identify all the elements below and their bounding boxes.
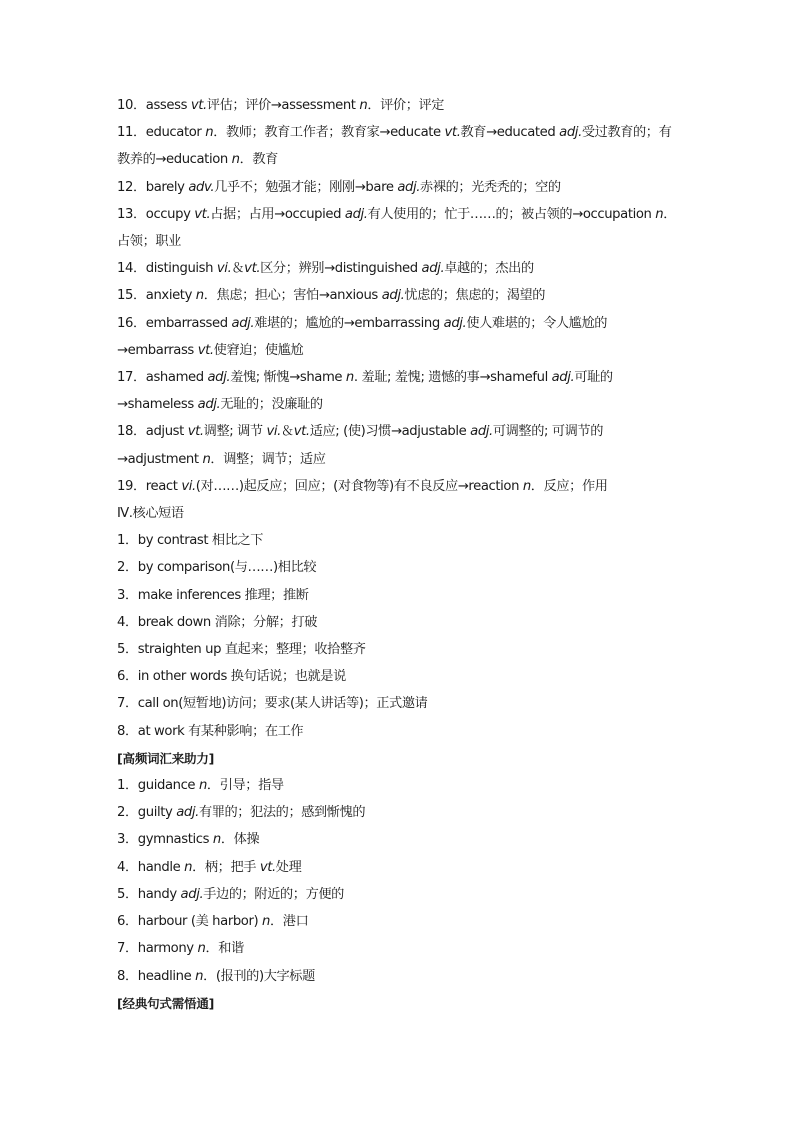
hf-word-item: 1．guidance n．引导；指导 [117,778,284,794]
section-title-core-phrases: Ⅳ.核心短语 [117,506,184,522]
vocab-item: 17．ashamed adj.羞愧; 惭愧→shame n. 羞耻; 羞愧; 遗憾的事→shameful adj.可耻的→shameless adj.无耻的；没廉耻的 [117,370,613,413]
phrase-item: 7．call on(短暂地)访问；要求(某人讲话等)；正式邀请 [117,696,428,712]
vocab-item: 10．assess vt.评估；评价→assessment n．评价；评定 [117,98,445,113]
phrase-item: 8．at work 有某种影响；在工作 [117,723,304,739]
hf-word-item: 7．harmony n．和谐 [117,941,244,957]
hf-word-item: 3．gymnastics n．体操 [117,832,260,848]
hf-word-item: 4．handle n．柄；把手 vt.处理 [117,859,302,875]
phrase-item: 3．make inferences 推理；推断 [117,587,309,603]
document-page [117,92,679,1017]
phrase-item: 1．by contrast 相比之下 [117,533,264,549]
phrase-item: 6．in other words 换句话说；也就是说 [117,669,346,685]
vocab-item: 13．occupy vt.占据；占用→occupied adj.有人使用的；忙于……的；被占领的→occupation n．占领；职业 [117,206,677,250]
phrase-item: 4．break down 消除；分解；打破 [117,614,317,630]
section-title-high-frequency: [高频词汇来助力] [117,750,215,766]
section-title-classic-sentences: [经典句式需悟通] [117,995,215,1011]
hf-word-item: 8．headline n．(报刊的)大字标题 [117,968,315,984]
phrase-item: 5．straighten up 直起来；整理；收拾整齐 [117,642,366,658]
vocab-item: 14．distinguish vi.＆vt.区分；辨别→distinguished adj.卓越的；杰出的 [117,261,534,277]
vocab-item: 18．adjust vt.调整; 调节 vi.＆vt.适应; (使)习惯→adjustable adj.可调整的; 可调节的→adjustment n．调整；调节；适应 [117,424,603,467]
vocab-item: 12．barely adv.几乎不；勉强才能；刚刚→bare adj.赤裸的；光秃秃的；空的 [117,179,561,195]
vocab-item: 16．embarrassed adj.难堪的；尴尬的→embarrassing adj.使人难堪的；令人尴尬的→embarrass vt.使窘迫；使尴尬 [117,315,608,358]
hf-word-item: 6．harbour (美 harbor) n．港口 [117,914,309,930]
vocab-item: 19．react vi.(对……)起反应；回应；(对食物等)有不良反应→reaction n．反应；作用 [117,478,608,494]
phrase-item: 2．by comparison(与……)相比较 [117,560,317,576]
vocab-item: 11．educator n．教师；教育工作者；教育家→educate vt.教育→educated adj.受过教育的；有教养的→education n．教育 [117,125,672,168]
hf-word-item: 5．handy adj.手边的；附近的；方便的 [117,886,344,902]
hf-word-item: 2．guilty adj.有罪的；犯法的；感到惭愧的 [117,805,366,821]
vocab-item: 15．anxiety n．焦虑；担心；害怕→anxious adj.忧虑的；焦虑的；渴望的 [117,288,546,304]
